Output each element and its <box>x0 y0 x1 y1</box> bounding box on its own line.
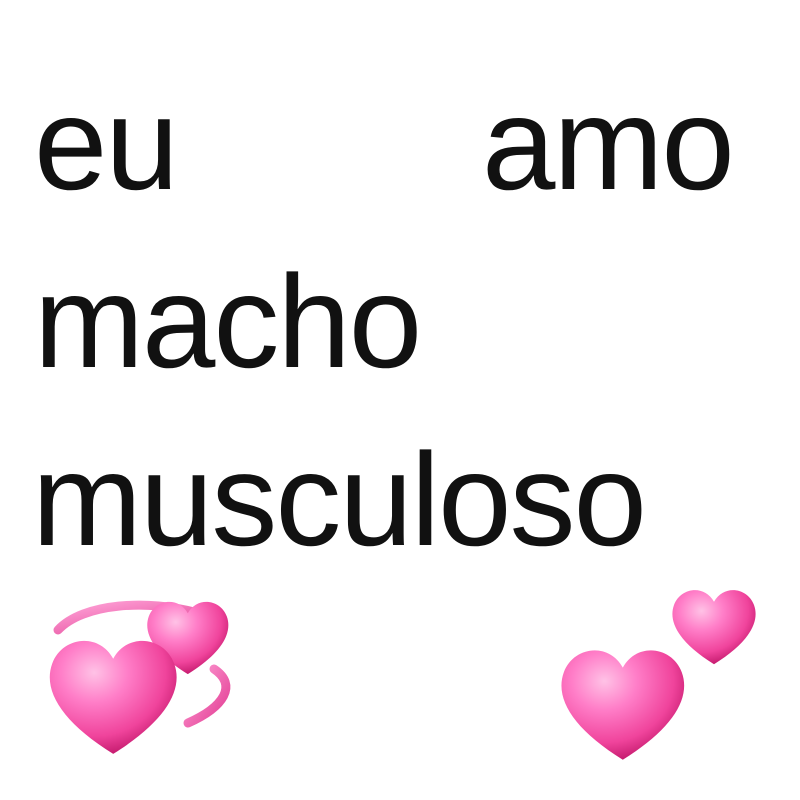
big-heart <box>561 650 684 759</box>
word-macho: macho <box>34 248 421 395</box>
big-heart <box>50 641 177 754</box>
word-musculoso: musculoso <box>32 426 645 573</box>
small-heart <box>672 590 755 664</box>
two-hearts-icon <box>548 575 768 785</box>
word-eu: eu <box>34 70 177 217</box>
orbit-arc-bottom <box>188 669 226 723</box>
revolving-hearts-icon <box>38 585 253 785</box>
word-amo: amo <box>482 70 733 217</box>
